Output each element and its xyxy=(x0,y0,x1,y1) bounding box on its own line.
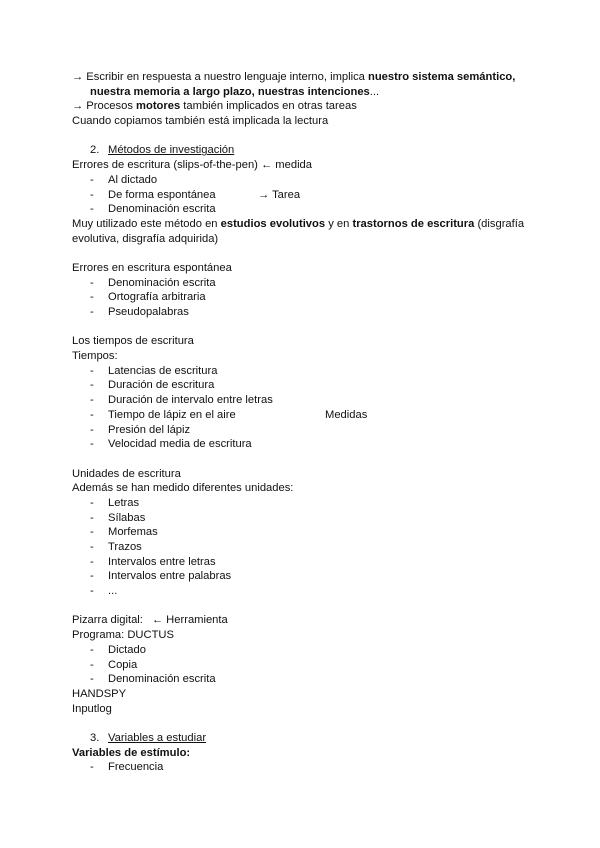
intro-text: también implicados en otras tareas xyxy=(180,100,357,113)
list-item: - Intervalos entre palabras xyxy=(90,570,232,583)
list-item: - Latencias de escritura xyxy=(90,364,218,377)
list-item: - Denominación escrita xyxy=(90,276,216,289)
list-item: - ... xyxy=(90,585,118,598)
list-item: - Tiempo de lápiz en el aire Medidas xyxy=(90,408,368,421)
intro-line-1 xyxy=(72,70,532,85)
handspy-line: HANDSPY xyxy=(72,687,127,700)
inputlog-line: Inputlog xyxy=(72,702,112,715)
intro-bold: nuestra memoria a largo plazo, nuestras intenciones xyxy=(90,85,370,98)
section-heading-2 xyxy=(72,143,532,158)
medidas-note: Medidas xyxy=(325,408,368,421)
intro-text: → Escribir en respuesta a nuestro lenguaje interno, implica xyxy=(72,71,368,83)
pizarra-line xyxy=(72,613,532,628)
intro-bold: nuestro sistema semántico, xyxy=(368,71,516,83)
list-item: - Morfemas xyxy=(90,526,158,539)
list-item: - Dictado xyxy=(90,643,146,656)
intro-line-4: Cuando copiamos también está implicada la lectura xyxy=(72,115,329,128)
intro-bold: motores xyxy=(136,100,181,113)
list-item: - Intervalos entre letras xyxy=(90,555,216,568)
intro-line-2 xyxy=(72,85,532,100)
herramienta-note: ← Herramienta xyxy=(151,614,228,627)
list-item: - Velocidad media de escritura xyxy=(90,438,252,451)
list-item: - Letras xyxy=(90,496,140,509)
section-number: 2. xyxy=(90,144,100,157)
times-title: Los tiempos de escritura xyxy=(72,335,194,348)
list-item: - Frecuencia xyxy=(90,761,164,774)
tarea-note: → Tarea xyxy=(258,188,301,201)
list-item: - Duración de escritura xyxy=(90,379,215,392)
units-sub: Además se han medido diferentes unidades: xyxy=(72,482,294,495)
section-title: Métodos de investigación xyxy=(108,144,235,157)
list-item: - Sílabas xyxy=(90,511,146,524)
list-item: - De forma espontánea → Tarea xyxy=(90,188,301,201)
section-heading-3 xyxy=(72,731,532,746)
list-item: - Trazos xyxy=(90,541,142,554)
list-item: - Al dictado xyxy=(90,173,158,186)
list-item: - Copia xyxy=(90,658,138,671)
intro-line-3 xyxy=(72,99,532,114)
spont-title: Errores en escritura espontánea xyxy=(72,261,232,274)
units-title: Unidades de escritura xyxy=(72,467,181,480)
times-sub: Tiempos: xyxy=(72,350,118,363)
list-item: - Ortografía arbitraria xyxy=(90,291,206,304)
pizarra-label: Pizarra digital: xyxy=(72,614,143,627)
list-item: - Duración de intervalo entre letras xyxy=(90,394,273,407)
list-item: - Pseudopalabras xyxy=(90,306,189,319)
intro-text: → Procesos xyxy=(72,100,137,113)
list-item: - Presión del lápiz xyxy=(90,423,191,436)
list-item: - Denominación escrita xyxy=(90,673,216,686)
errors-line: Errores de escritura (slips-of-the-pen) ← medida xyxy=(72,159,312,172)
usage-paragraph: Muy utilizado este método en estudios evolutivos y en trastornos de escritura (disgrafía evolutiva, disgrafía adquirida) xyxy=(72,217,525,245)
section-title: Variables a estudiar xyxy=(108,731,207,744)
intro-text: ... xyxy=(369,85,380,98)
variables-subtitle: Variables de estímulo: xyxy=(72,746,191,759)
programa-line: Programa: DUCTUS xyxy=(72,629,174,642)
list-item: - Denominación escrita xyxy=(90,203,216,216)
section-number: 3. xyxy=(90,731,100,744)
document-page xyxy=(72,70,532,775)
